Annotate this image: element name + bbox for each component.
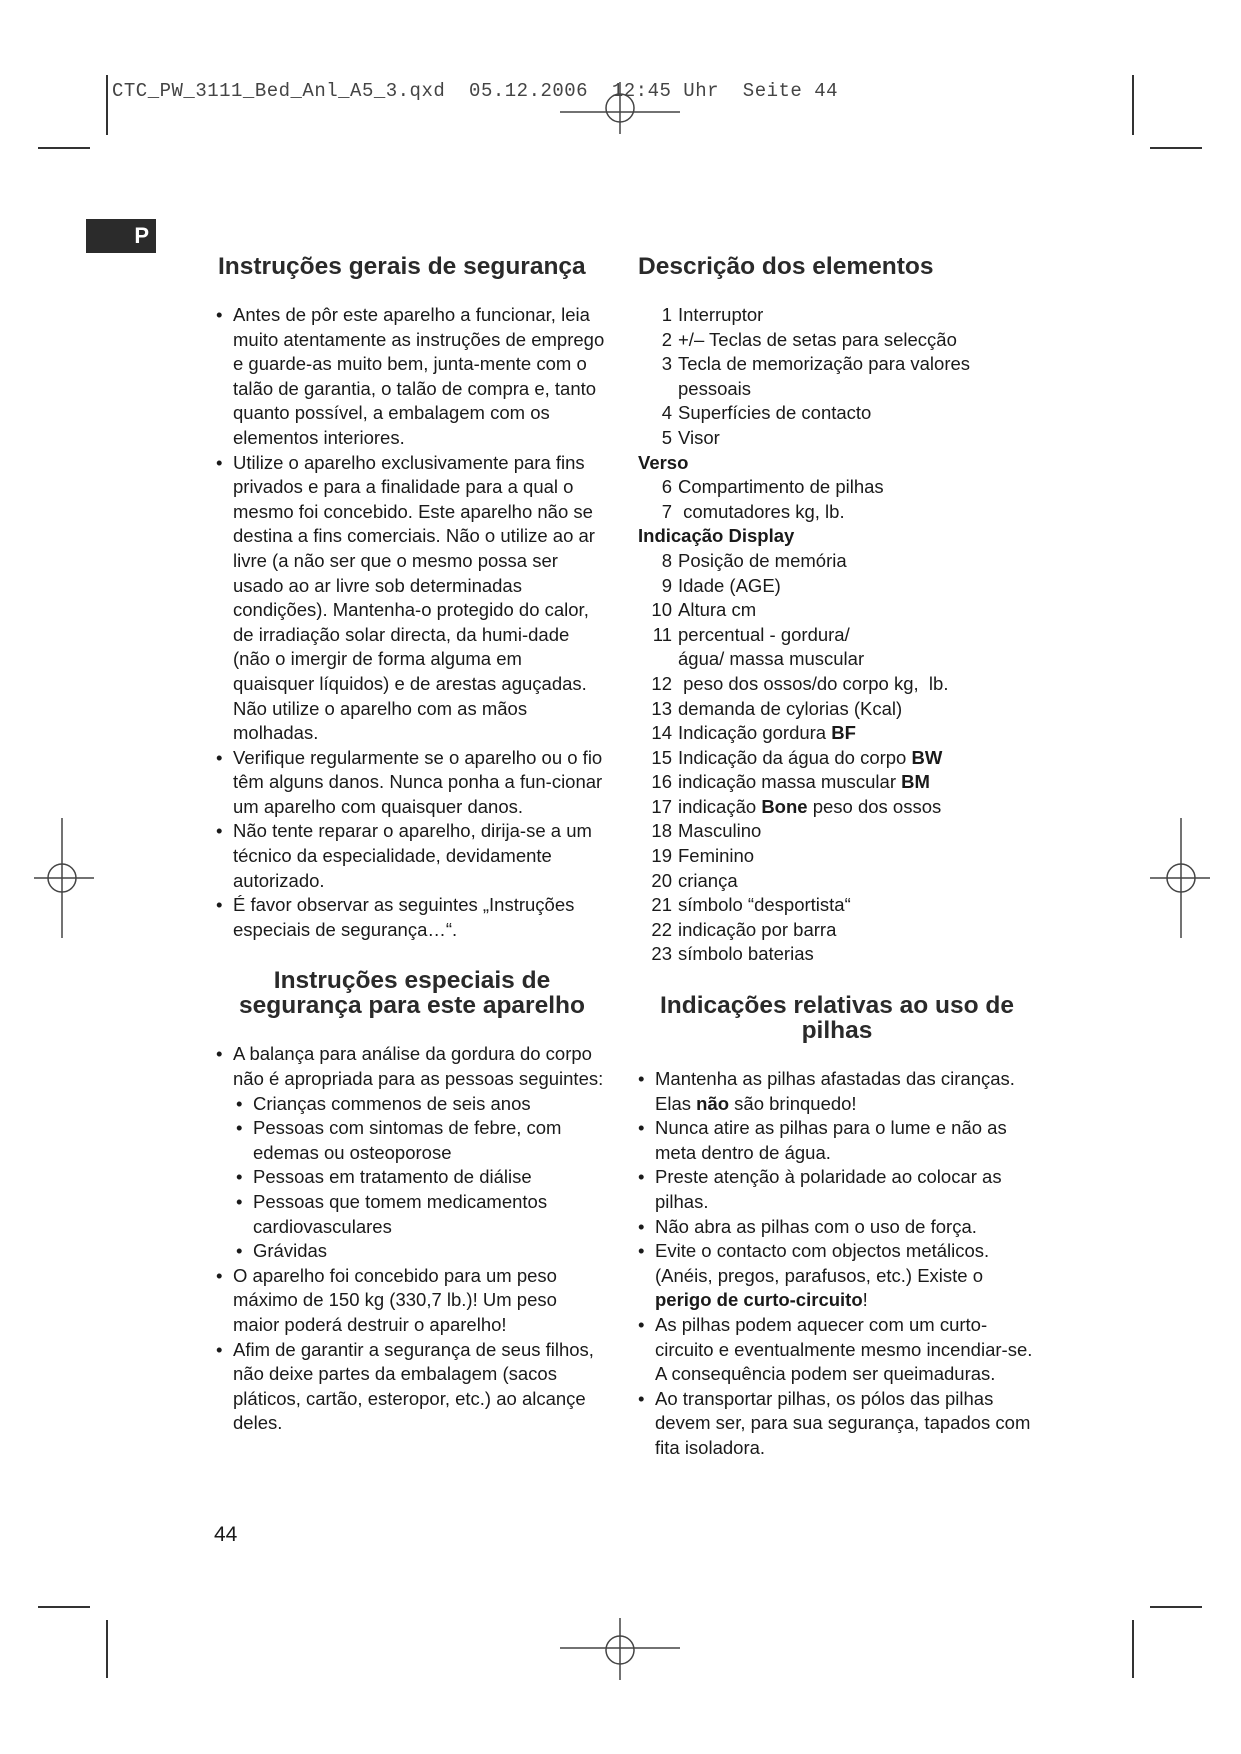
- item-number: 7: [661, 500, 672, 522]
- item-number: 16: [651, 771, 672, 793]
- item-number: 13: [651, 697, 672, 719]
- list-item: [638, 672, 1036, 697]
- item-text: Visor: [678, 426, 720, 448]
- item-text: Feminino: [678, 845, 755, 867]
- list-item: [638, 746, 1036, 771]
- item-text: Altura cm: [678, 599, 757, 621]
- list-item: [216, 1042, 608, 1091]
- item-number: 14: [651, 722, 672, 744]
- elements-verso-list: [638, 475, 1036, 524]
- language-tab: P: [86, 219, 156, 253]
- item-text: [678, 746, 1036, 771]
- item-number: 22: [651, 918, 672, 940]
- item-text-plain-2: são brinquedo!: [729, 1092, 857, 1114]
- list-item: [638, 500, 1036, 525]
- item-number: 4: [661, 402, 672, 424]
- page-number: 44: [214, 1523, 238, 1546]
- sub-list-item: • Pessoas com sintomas de febre, com edemas ou osteoporose: [216, 1116, 608, 1165]
- crop-mark-tl-h: [38, 147, 90, 149]
- list-item: [638, 721, 1036, 746]
- list-item: • Verifique regularmente se o aparelho ou o fio têm alguns danos. Nunca ponha a fun-cionar um aparelho com quaisquer danos.: [216, 746, 608, 820]
- list-item: [638, 401, 1036, 426]
- crop-mark-br-h: [1150, 1606, 1202, 1608]
- item-text: Superfícies de contacto: [678, 402, 872, 424]
- list-item: [638, 549, 1036, 574]
- item-text: peso dos ossos/do corpo kg, lb.: [678, 672, 949, 694]
- list-item: • Não abra as pilhas com o uso de força.: [638, 1215, 1036, 1240]
- elements-heading: Descrição dos elementos: [638, 253, 934, 280]
- item-number: 19: [651, 845, 672, 867]
- item-number: 1: [661, 304, 672, 325]
- list-item: • Nunca atire as pilhas para o lume e não as meta dentro de água.: [638, 1116, 1036, 1165]
- item-text: comutadores kg, lb.: [678, 500, 845, 522]
- item-number: 9: [661, 574, 672, 596]
- list-item: • Antes de pôr este aparelho a funcionar, leia muito atentamente as instruções de emprego e guarde-as muito bem, junta-mente com o talão de garantia, o talão de compra e, tanto quanto possível, a embalagem com os elementos interiores.: [216, 303, 608, 451]
- item-number: 3: [661, 353, 672, 375]
- list-item: [638, 426, 1036, 451]
- item-text-bold: Bone: [761, 795, 808, 817]
- item-text: criança: [678, 869, 738, 891]
- item-text-plain: Evite o contacto com objectos metálicos. (Anéis, pregos, parafusos, etc.) Existe o: [655, 1240, 990, 1286]
- list-item: • Não tente reparar o aparelho, dirija-se a um técnico da especialidade, devidamente autorizado.: [216, 819, 608, 893]
- item-text-bold: não: [696, 1092, 730, 1114]
- print-slug-line: CTC_PW_3111_Bed_Anl_A5_3.qxd 05.12.2006 12:45 Uhr Seite 44: [112, 80, 839, 102]
- right-column: [638, 254, 1036, 1461]
- item-text: Posição de memória: [678, 549, 847, 571]
- list-item: [638, 1239, 1036, 1313]
- crop-mark-br-v: [1132, 1620, 1134, 1678]
- special-intro: A balança para análise da gordura do corpo não é apropriada para as pessoas seguintes:: [233, 1043, 604, 1090]
- list-item: [638, 942, 1036, 967]
- list-item: [638, 795, 1036, 820]
- list-item: [638, 303, 1036, 328]
- item-number: 5: [661, 426, 672, 448]
- registration-mark-top: [560, 82, 680, 142]
- crop-mark-bl-v: [106, 1620, 108, 1678]
- list-item: [638, 893, 1036, 918]
- batteries-heading-line1: Indicações relativas ao uso de: [659, 992, 1015, 1020]
- general-safety-list: [216, 303, 608, 942]
- item-number: 17: [651, 795, 672, 817]
- elements-front-list: [638, 303, 1036, 451]
- list-item: [638, 844, 1036, 869]
- item-number: 8: [661, 549, 672, 571]
- item-text: [678, 770, 1036, 795]
- left-column: [216, 254, 608, 1436]
- batteries-heading: [638, 993, 1036, 1043]
- list-item: • É favor observar as seguintes „Instruções especiais de segurança…“.: [216, 893, 608, 942]
- special-safety-heading-line1: Instruções especiais de: [273, 967, 551, 995]
- verso-label: Verso: [638, 451, 689, 473]
- list-item: • O aparelho foi concebido para um peso máximo de 150 kg (330,7 lb.)! Um peso maior poderá destruir o aparelho!: [216, 1264, 608, 1338]
- elements-display-list: [638, 549, 1036, 967]
- item-text: símbolo baterias: [678, 943, 814, 965]
- item-text: indicação por barra: [678, 918, 837, 940]
- list-item: [638, 623, 1036, 672]
- item-number: 6: [661, 476, 672, 498]
- list-item: [638, 770, 1036, 795]
- special-safety-heading-line2: segurança para este aparelho: [239, 992, 585, 1020]
- registration-mark-left: [34, 818, 94, 938]
- item-number: 21: [651, 894, 672, 916]
- item-text-plain: indicação: [678, 795, 762, 817]
- item-text: Compartimento de pilhas: [678, 476, 884, 498]
- item-text-bold: perigo de curto-circuito: [655, 1289, 863, 1311]
- item-number: 2: [661, 328, 672, 350]
- item-text: Tecla de memorização para valores pessoais: [678, 353, 971, 399]
- item-text-bold: BF: [831, 722, 856, 744]
- item-text-plain: Indicação gordura: [678, 722, 832, 744]
- crop-mark-bl-h: [38, 1606, 90, 1608]
- list-item: • Utilize o aparelho exclusivamente para fins privados e para a finalidade para a qual o mesmo foi concebido. Este aparelho não se destina a fins comerciais. Não o utilize ao ar livre (a não ser que o mesmo possa ser usado ao ar livre sob determinadas condições). Mantenha-o protegido do calor, de irradiação solar directa, da humi-dade (não o imergir de forma alguma em quaisquer líquidos) e de arestas aguçadas. Não utilize o aparelho com as mãos molhadas.: [216, 451, 608, 746]
- item-text: percentual - gordura/água/ massa muscular: [678, 623, 865, 670]
- sub-list-item: • Grávidas: [216, 1239, 608, 1264]
- crop-mark-tr-h: [1150, 147, 1202, 149]
- sub-list-item: • Pessoas que tomem medicamentos cardiovasculares: [216, 1190, 608, 1239]
- special-safety-list: [216, 1042, 608, 1436]
- item-text-bold: BM: [901, 771, 930, 793]
- item-text: +/– Teclas de setas para selecção: [678, 328, 957, 350]
- batteries-heading-line2: pilhas: [801, 1017, 873, 1045]
- list-item: [638, 697, 1036, 722]
- general-safety-heading: Instruções gerais de segurança: [218, 253, 586, 280]
- sub-list-item: • Crianças commenos de seis anos: [216, 1092, 608, 1117]
- list-item: [638, 328, 1036, 353]
- list-item: [638, 598, 1036, 623]
- item-text: símbolo “desportista“: [678, 894, 851, 916]
- item-number: 11: [652, 623, 672, 645]
- list-item: [638, 869, 1036, 894]
- list-item: • Ao transportar pilhas, os pólos das pilhas devem ser, para sua segurança, tapados com fita isoladora.: [638, 1387, 1036, 1461]
- crop-mark-tr-v: [1132, 75, 1134, 135]
- list-item: [638, 574, 1036, 599]
- item-text-plain: indicação massa muscular: [678, 771, 902, 793]
- list-item: • Preste atenção à polaridade ao colocar as pilhas.: [638, 1165, 1036, 1214]
- list-item: [638, 352, 1036, 401]
- item-text: [678, 721, 1036, 746]
- list-item: [638, 819, 1036, 844]
- list-item: [638, 918, 1036, 943]
- list-item: [638, 475, 1036, 500]
- item-text-bold: BW: [911, 746, 943, 768]
- item-number: 12: [651, 672, 672, 694]
- sub-list-item: • Pessoas em tratamento de diálise: [216, 1165, 608, 1190]
- item-number: 18: [651, 820, 672, 842]
- item-text: [678, 795, 1036, 820]
- list-item: • Afim de garantir a segurança de seus filhos, não deixe partes da embalagem (sacos pláticos, cartão, esteropor, etc.) ao alcançe deles.: [216, 1338, 608, 1436]
- crop-mark-tl-v: [106, 75, 108, 135]
- display-label: Indicação Display: [638, 525, 795, 547]
- item-number: 20: [651, 869, 672, 891]
- registration-mark-bottom: [560, 1618, 680, 1680]
- list-item: [638, 1067, 1036, 1116]
- item-text: Masculino: [678, 820, 762, 842]
- special-safety-heading: [216, 968, 608, 1018]
- item-number: 15: [651, 746, 672, 768]
- item-number: 10: [651, 599, 672, 621]
- item-text: Interruptor: [678, 304, 764, 325]
- list-item: • As pilhas podem aquecer com um curto-circuito e eventualmente mesmo incendiar-se. A consequência podem ser queimaduras.: [638, 1313, 1036, 1387]
- batteries-list: [638, 1067, 1036, 1461]
- registration-mark-right: [1150, 818, 1210, 938]
- item-text-plain-2: peso dos ossos: [807, 795, 942, 817]
- item-text: Idade (AGE): [678, 574, 781, 596]
- item-text-plain: Mantenha as pilhas afastadas das ciranças. Elas: [655, 1068, 1015, 1114]
- item-text: demanda de cylorias (Kcal): [678, 697, 903, 719]
- item-text-plain-2: !: [862, 1289, 868, 1311]
- item-number: 23: [651, 943, 672, 965]
- item-text-plain: Indicação da água do corpo: [678, 746, 912, 768]
